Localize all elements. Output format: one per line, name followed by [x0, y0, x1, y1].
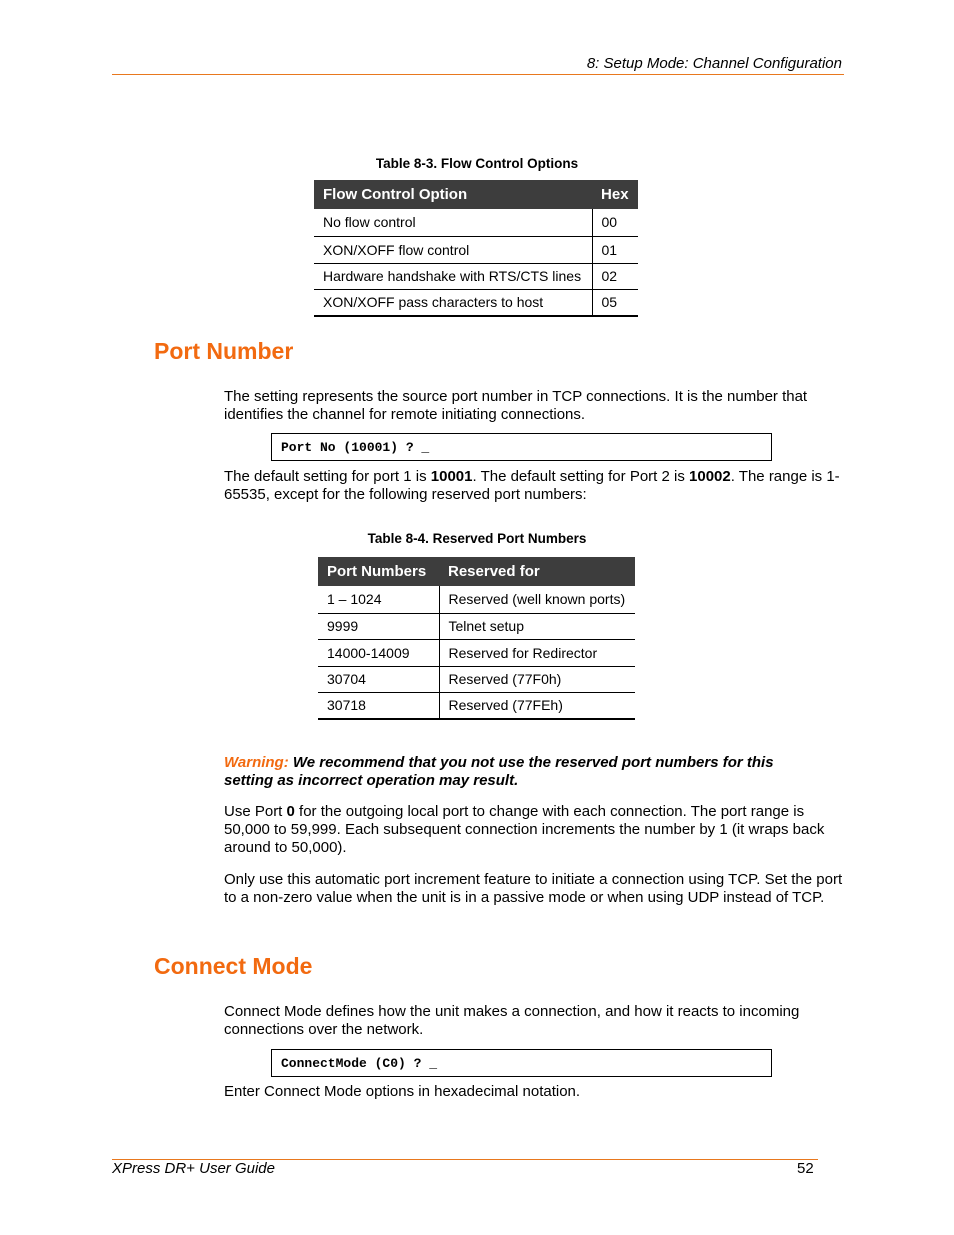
- table-cell: Reserved (77FEh): [439, 692, 635, 719]
- warning-note: [224, 754, 784, 790]
- running-header: 8: Setup Mode: Channel Configuration: [586, 55, 842, 72]
- paragraph: [224, 803, 836, 857]
- table-row: [314, 289, 638, 316]
- paragraph: The setting represents the source port number in TCP connections. It is the number that identifies the channel for remote initiating connections.: [224, 388, 808, 423]
- header-rule: [112, 74, 844, 75]
- table-cell: 9999: [318, 613, 439, 639]
- table-row: [314, 263, 638, 289]
- table-cell: Reserved for Redirector: [439, 639, 635, 666]
- table-cell: XON/XOFF flow control: [314, 236, 592, 263]
- table-row: [318, 613, 635, 639]
- warning-text: We recommend that you not use the reserved port numbers for this setting as incorrect operation may result.: [224, 754, 774, 789]
- text-run: The default setting for port 1 is: [224, 468, 431, 485]
- reserved-ports-table: [318, 557, 635, 720]
- column-header: Hex: [592, 180, 638, 209]
- paragraph: Enter Connect Mode options in hexadecimal notation.: [224, 1083, 581, 1100]
- bold-value: 10001: [430, 468, 473, 485]
- table-row: [318, 692, 635, 719]
- section-heading: Port Number: [154, 338, 294, 364]
- table-row: [314, 236, 638, 263]
- code-block: Port No (10001) ? _: [271, 433, 772, 461]
- page-number: 52: [797, 1160, 814, 1177]
- table-cell: XON/XOFF pass characters to host: [314, 289, 592, 316]
- table-caption: Table 8-4. Reserved Port Numbers: [367, 531, 587, 546]
- paragraph: Only use this automatic port increment feature to initiate a connection using TCP. Set the port to a non-zero value when the unit is in a passive mode or when using UDP instead of TCP.: [224, 871, 843, 906]
- code-block: ConnectMode (C0) ? _: [271, 1049, 772, 1077]
- table-cell: No flow control: [314, 209, 592, 236]
- text-run: . The default setting for Port 2 is: [472, 468, 690, 485]
- table-cell: Hardware handshake with RTS/CTS lines: [314, 263, 592, 289]
- warning-label: Warning:: [224, 754, 289, 771]
- table-row: [318, 586, 635, 613]
- bold-value: 10002: [689, 468, 731, 485]
- table-cell: 30704: [318, 666, 439, 692]
- flow-control-table: [314, 180, 638, 317]
- section-heading: Connect Mode: [154, 953, 313, 979]
- table-cell: 14000-14009: [318, 639, 439, 666]
- footer-title: XPress DR+ User Guide: [112, 1160, 275, 1177]
- table-cell: Reserved (well known ports): [439, 586, 635, 613]
- table-row: [318, 639, 635, 666]
- column-header: Port Numbers: [318, 557, 439, 586]
- table-caption: Table 8-3. Flow Control Options: [375, 156, 579, 171]
- paragraph: Connect Mode defines how the unit makes a connection, and how it reacts to incoming connections over the network.: [224, 1003, 800, 1038]
- text-run: for the outgoing local port to change with each connection. The port range is 50,000 to 59,999. Each subsequent connection increments the number by 1 (it wraps back around to 50,000).: [224, 803, 825, 856]
- table-cell: 00: [592, 209, 638, 236]
- text-run: Use Port: [224, 803, 287, 820]
- table-cell: 30718: [318, 692, 439, 719]
- column-header: Reserved for: [439, 557, 635, 586]
- table-cell: Reserved (77F0h): [439, 666, 635, 692]
- paragraph: [224, 468, 844, 504]
- table-cell: Telnet setup: [439, 613, 635, 639]
- table-cell: 1 – 1024: [318, 586, 439, 613]
- table-row: [314, 209, 638, 236]
- table-cell: 05: [592, 289, 638, 316]
- table-row: [318, 666, 635, 692]
- table-cell: 02: [592, 263, 638, 289]
- text-run: . The range is 1-65535, except for the following reserved port numbers:: [224, 468, 840, 503]
- column-header: Flow Control Option: [314, 180, 592, 209]
- table-cell: 01: [592, 236, 638, 263]
- bold-value: 0: [286, 803, 295, 820]
